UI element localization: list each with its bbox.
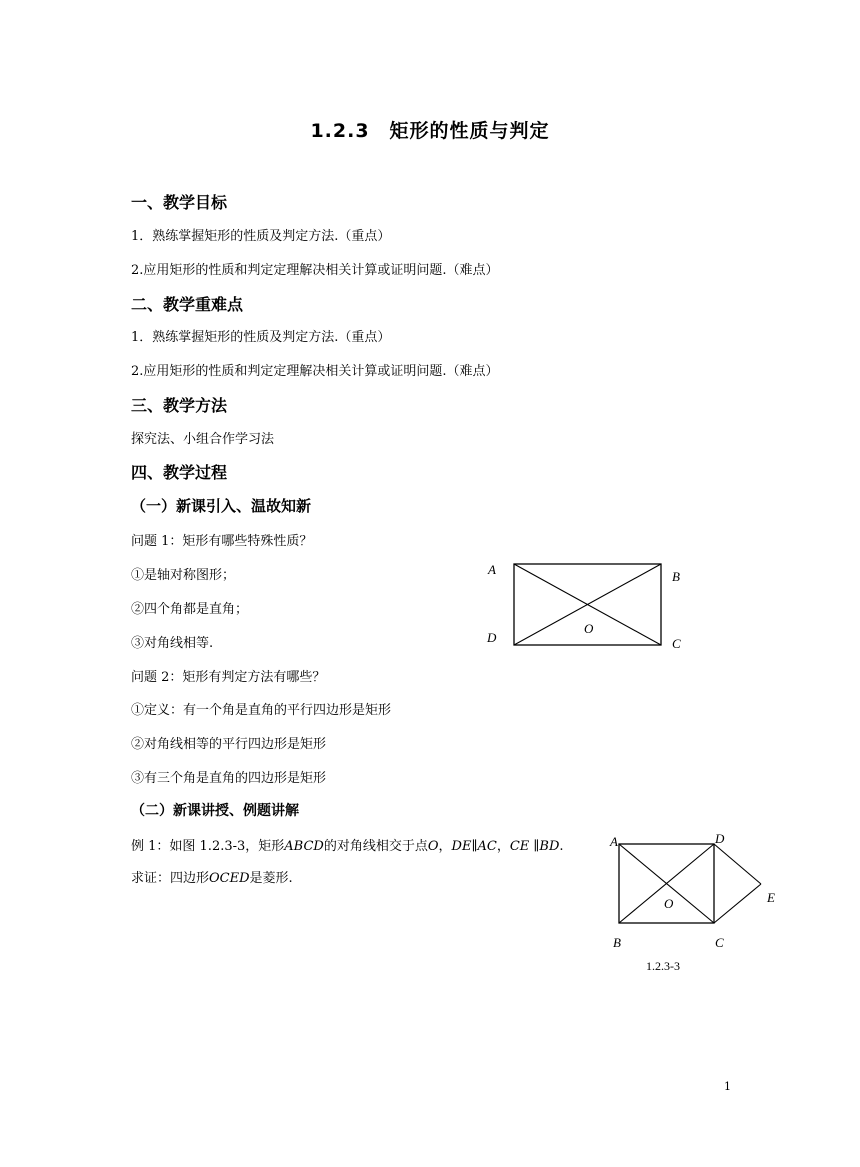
example-mid: 的对角线相交于点 [323, 839, 428, 854]
example-abcd: ABCD [284, 839, 324, 854]
methods-text: 探究法、小组合作学习法 [131, 432, 275, 447]
property-3: ③对角线相等. [131, 636, 214, 651]
section-heading-key-points: 二、教学重难点 [131, 295, 244, 314]
prove-end: 是菱形. [249, 871, 293, 886]
vertex-label-e: E [767, 890, 775, 905]
key-point-item-1: 1．熟练掌握矩形的性质及判定方法.（重点） [131, 330, 391, 345]
example-sep-2: ， [496, 839, 510, 854]
subsection-heading-lecture: （二）新课讲授、例题讲解 [131, 803, 299, 819]
key-point-item-2: 2.应用矩形的性质和判定定理解决相关计算或证明问题.（难点） [131, 364, 499, 379]
example-1-statement [131, 835, 564, 854]
prove-oced: OCED [209, 871, 250, 886]
question-2: 问题 2：矩形有判定方法有哪些？ [131, 670, 326, 685]
page-title: 1.2.3 矩形的性质与判定 [310, 120, 550, 142]
segment-ce [714, 884, 761, 923]
example-end: . [559, 839, 564, 854]
example-prefix: 例 1：如图 1.2.3-3，矩形 [131, 839, 285, 854]
example-de-parallel: DE∥AC [451, 839, 497, 854]
property-1: ①是轴对称图形； [131, 568, 236, 583]
example-1-prove [131, 867, 293, 886]
property-2: ②四个角都是直角； [131, 602, 249, 617]
question-1: 问题 1：矩形有哪些特殊性质？ [131, 534, 313, 549]
vertex-label-d: D [487, 630, 497, 645]
example-ce-parallel: CE ∥BD [509, 839, 560, 854]
segment-de [714, 844, 761, 884]
objective-item-2: 2.应用矩形的性质和判定定理解决相关计算或证明问题.（难点） [131, 263, 499, 278]
vertex-label-d-2: D [715, 831, 725, 846]
section-heading-process: 四、教学过程 [131, 463, 228, 482]
vertex-label-c: C [672, 636, 681, 651]
judgment-2: ②对角线相等的平行四边形是矩形 [131, 737, 327, 752]
vertex-label-b-2: B [613, 935, 621, 950]
vertex-label-b: B [672, 569, 680, 584]
rhombus-proof-figure [605, 828, 785, 978]
example-o: O [427, 839, 439, 854]
vertex-label-a: A [488, 562, 496, 577]
figure-caption: 1.2.3-3 [646, 959, 680, 973]
section-heading-objectives: 一、教学目标 [131, 193, 228, 212]
subsection-heading-intro: （一）新课引入、温故知新 [131, 497, 312, 515]
center-label-o-2: O [664, 896, 674, 911]
center-label-o: O [584, 621, 594, 636]
judgment-3: ③有三个角是直角的四边形是矩形 [131, 771, 327, 786]
page-number: 1 [724, 1080, 731, 1093]
prove-prefix: 求证：四边形 [131, 871, 210, 886]
rectangle-figure [480, 555, 690, 660]
vertex-label-c-2: C [715, 935, 724, 950]
vertex-label-a-2: A [610, 834, 618, 849]
section-heading-methods: 三、教学方法 [131, 396, 228, 415]
judgment-1: ①定义：有一个角是直角的平行四边形是矩形 [131, 703, 392, 718]
objective-item-1: 1．熟练掌握矩形的性质及判定方法.（重点） [131, 229, 391, 244]
example-sep-1: ， [438, 839, 452, 854]
